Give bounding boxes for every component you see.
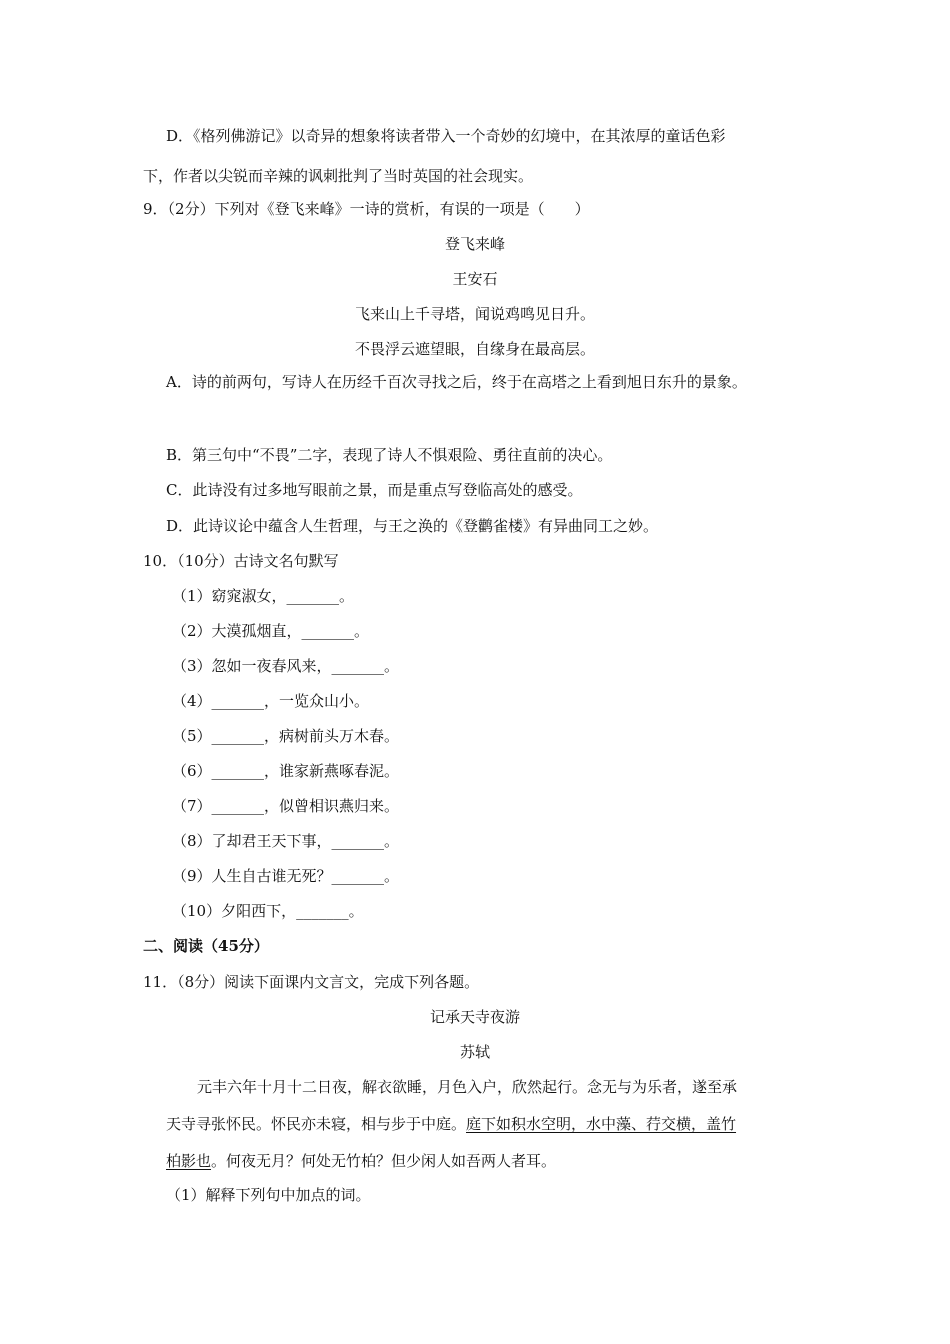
underlined-passage: 庭下如积水空明，水中藻、荇交横，盖竹 — [466, 1115, 737, 1133]
q8-option-d-line1: D．《格列佛游记》以奇异的想象将读者带入一个奇妙的幻境中，在其浓厚的童话色彩 — [166, 127, 726, 145]
q10-item: （9）人生自古谁无死？_______。 — [172, 867, 400, 885]
q10-item: （2）大漠孤烟直，_______。 — [172, 622, 370, 640]
passage-text: 天寺寻张怀民。怀民亦未寝，相与步于中庭。 — [166, 1115, 467, 1133]
q10-item: （1）窈窕淑女，_______。 — [172, 587, 355, 605]
q10-item: （7）_______，似曾相识燕归来。 — [172, 797, 400, 815]
section-title: 二、阅读（45分） — [143, 937, 269, 955]
q11-stem: 11．（8分）阅读下面课内文言文，完成下列各题。 — [143, 973, 480, 991]
q8-option-d-line2: 下，作者以尖锐而辛辣的讽刺批判了当时英国的社会现实。 — [143, 167, 534, 185]
q9-option-c: C．此诗没有过多地写眼前之景，而是重点写登临高处的感受。 — [166, 481, 583, 499]
passage-line-1: 元丰六年十月十二日夜，解衣欲睡，月色入户，欣然起行。念无与为乐者，遂至承 — [197, 1078, 738, 1096]
q10-item: （10）夕阳西下，_______。 — [172, 902, 364, 920]
q10-item: （4）_______，一览众山小。 — [172, 692, 370, 710]
poem-line-1: 飞来山上千寻塔，闻说鸡鸣见日升。 — [354, 305, 595, 323]
poem-title: 登飞来峰 — [444, 235, 505, 253]
q10-item: （3）忽如一夜春风来，_______。 — [172, 657, 400, 675]
q9-option-a: A．诗的前两句，写诗人在历经千百次寻找之后，终于在高塔之上看到旭日东升的景象。 — [166, 373, 747, 391]
q9-option-d: D．此诗议论中蕴含人生哲理，与王之涣的《登鹳雀楼》有异曲同工之妙。 — [166, 517, 659, 535]
poem-author: 王安石 — [452, 270, 498, 288]
q9-option-b: B．第三句中“不畏”二字，表现了诗人不惧艰险、勇往直前的决心。 — [166, 446, 613, 464]
q10-item: （6）_______，谁家新燕啄春泥。 — [172, 762, 400, 780]
q10-stem: 10．（10分）古诗文名句默写 — [143, 552, 339, 570]
q10-item: （5）_______，病树前头万木春。 — [172, 727, 400, 745]
underlined-passage: 柏影也 — [166, 1152, 212, 1170]
passage-text: 。何夜无月？何处无竹柏？但少闲人如吾两人者耳。 — [211, 1152, 557, 1170]
text-title: 记承天寺夜游 — [429, 1008, 520, 1026]
q11-sub-1: （1）解释下列句中加点的词。 — [166, 1186, 371, 1204]
passage-line-2 — [166, 1114, 736, 1134]
q9-stem: 9．（2分）下列对《登飞来峰》一诗的赏析，有误的一项是（ ） — [143, 200, 590, 218]
poem-line-2: 不畏浮云遮望眼，自缘身在最高层。 — [354, 340, 595, 358]
passage-line-3 — [166, 1151, 556, 1171]
q10-item: （8）了却君王天下事，_______。 — [172, 832, 400, 850]
text-author: 苏轼 — [459, 1043, 490, 1061]
